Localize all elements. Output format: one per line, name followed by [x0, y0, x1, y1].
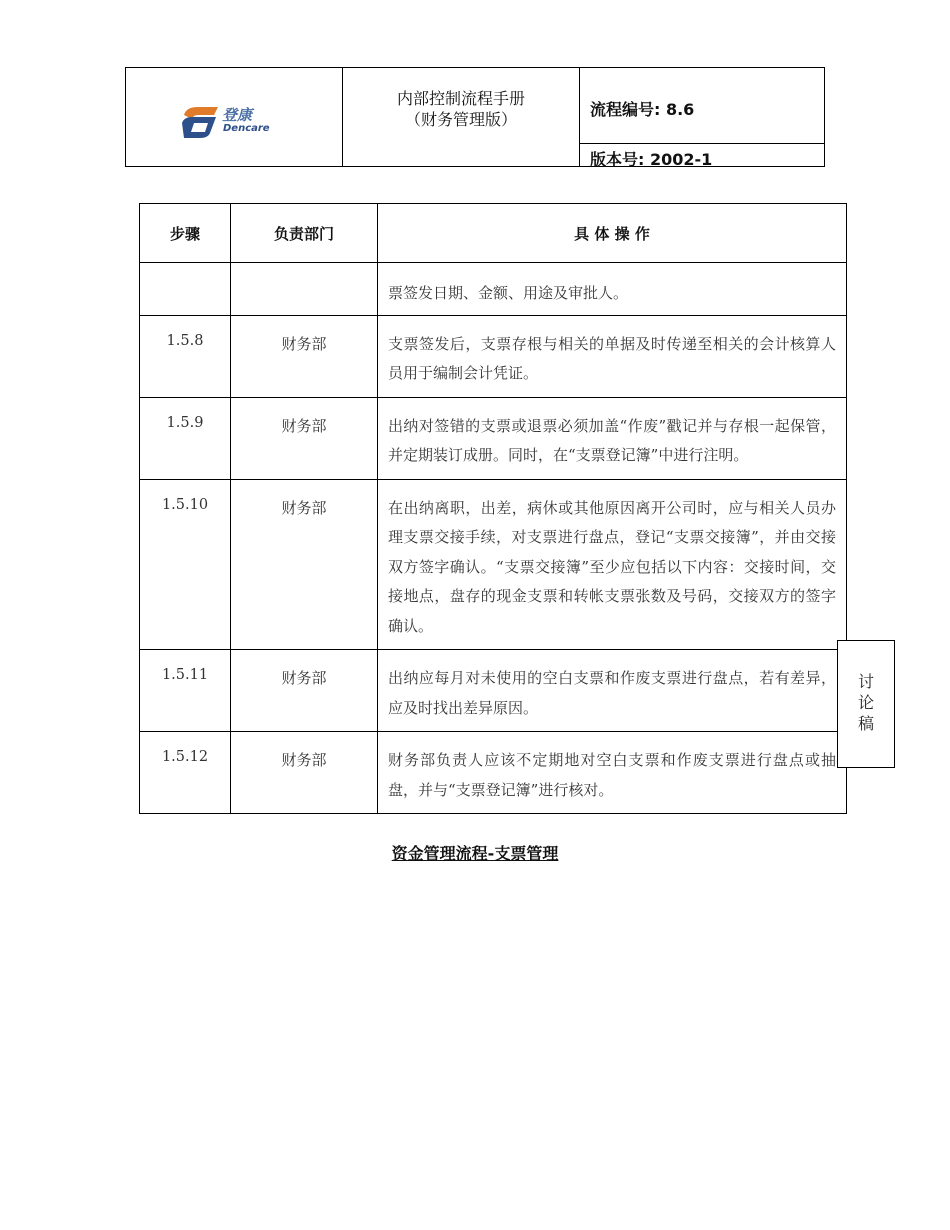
logo-text-cn: 登康: [222, 106, 253, 124]
process-code: 流程编号: 8.6: [580, 68, 824, 144]
row-step: 1.5.9: [140, 397, 231, 479]
stamp-char-1: 讨: [857, 672, 874, 691]
header-desc: 具 体 操 作: [378, 204, 847, 263]
version-number: 版本号: 2002-1: [590, 150, 713, 169]
stamp-char-3: 稿: [857, 714, 874, 733]
logo-mark-icon: [182, 105, 222, 141]
table-row: [140, 315, 847, 397]
manual-title: [343, 68, 580, 166]
row-step: 1.5.12: [140, 732, 231, 814]
table-row: [140, 479, 847, 650]
row-step: 1.5.10: [140, 479, 231, 650]
row-desc: 财务部负责人应该不定期地对空白支票和作废支票进行盘点或抽盘，并与“支票登记簿”进行核对。: [378, 732, 847, 814]
procedure-table: [139, 203, 847, 814]
row-desc: 支票签发后，支票存根与相关的单据及时传递至相关的会计核算人员用于编制会计凭证。: [378, 315, 847, 397]
table-row: [140, 397, 847, 479]
stamp-char-2: 论: [857, 693, 874, 712]
header-dept: 负责部门: [231, 204, 378, 263]
section-caption: 资金管理流程-支票管理: [391, 844, 559, 863]
row-step: 1.5.8: [140, 315, 231, 397]
document-header: [125, 67, 825, 167]
manual-title-line2: （财务管理版）: [404, 110, 517, 129]
table-row: [140, 650, 847, 732]
row-dept: 财务部: [231, 315, 378, 397]
row-desc: 在出纳离职，出差，病休或其他原因离开公司时，应与相关人员办理支票交接手续，对支票进行盘点，登记“支票交接簿”，并由交接双方签字确认。“支票交接簿”至少应包括以下内容：交接时间，交接地点，盘存的现金支票和转帐支票张数及号码，交接双方的签字确认。: [378, 479, 847, 650]
row-dept: 财务部: [231, 479, 378, 650]
table-row: [140, 263, 847, 316]
row-dept: 财务部: [231, 397, 378, 479]
table-row: [140, 732, 847, 814]
row-desc: 出纳对签错的支票或退票必须加盖“作废”戳记并与存根一起保管，并定期装订成册。同时，在“支票登记簿”中进行注明。: [378, 397, 847, 479]
company-logo: [182, 105, 282, 141]
row-step: 1.5.11: [140, 650, 231, 732]
table-header-row: [140, 204, 847, 263]
row-step: [140, 263, 231, 316]
draft-stamp: [837, 640, 895, 768]
row-desc: 出纳应每月对未使用的空白支票和作废支票进行盘点，若有差异，应及时找出差异原因。: [378, 650, 847, 732]
header-step: 步骤: [140, 204, 231, 263]
manual-title-line1: 内部控制流程手册: [396, 89, 525, 108]
row-dept: [231, 263, 378, 316]
row-dept: 财务部: [231, 732, 378, 814]
row-desc: 票签发日期、金额、用途及审批人。: [378, 263, 847, 316]
logo-cell: [126, 68, 343, 166]
row-dept: 财务部: [231, 650, 378, 732]
logo-text-en: Dencare: [223, 123, 270, 134]
header-info: [580, 68, 824, 169]
